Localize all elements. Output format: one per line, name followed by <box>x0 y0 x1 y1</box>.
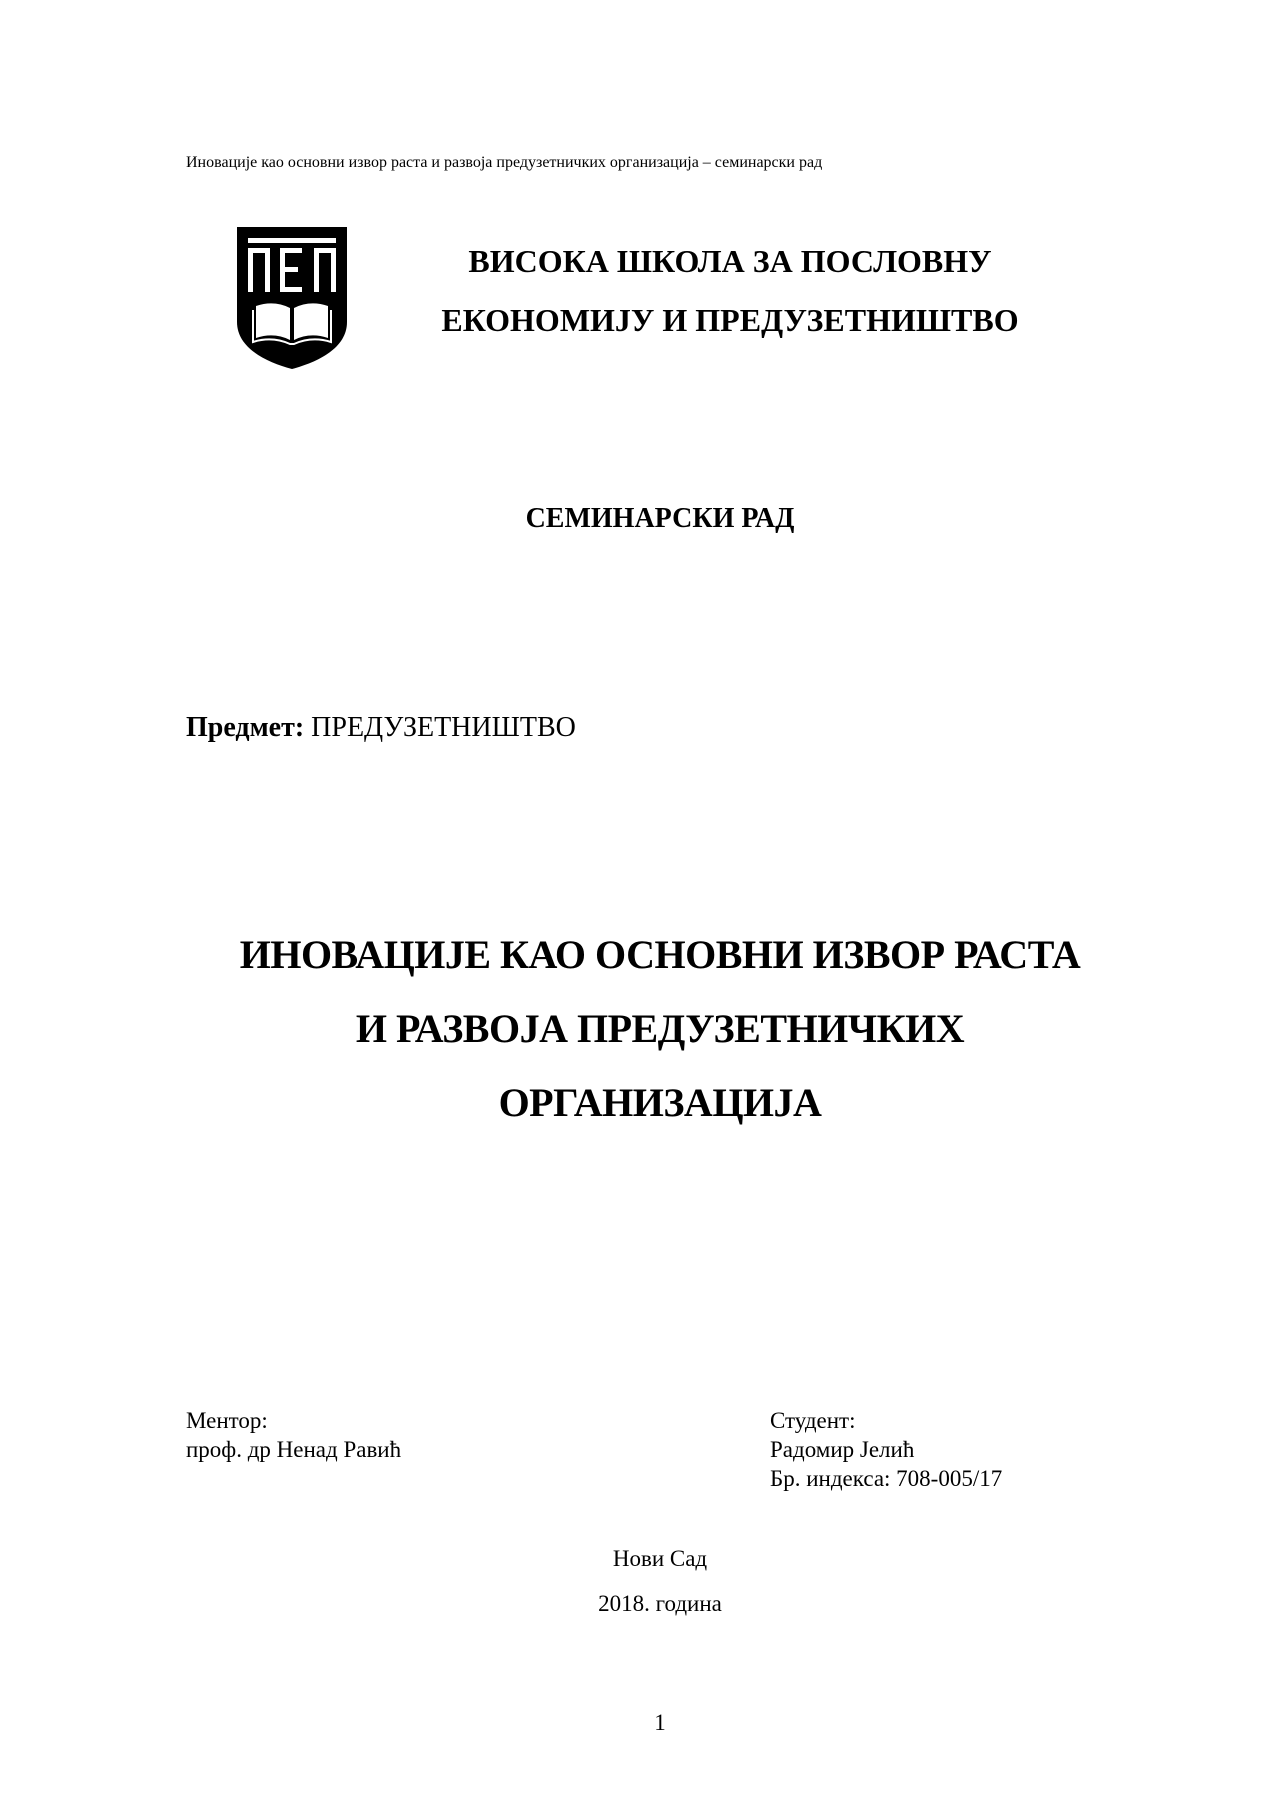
running-header: Иновације као основни извор раста и развоја предузетничких организација – семинарски рад <box>186 154 823 171</box>
document-type: СЕМИНАРСКИ РАД <box>525 503 795 534</box>
student-block <box>770 1406 1002 1493</box>
shield-icon <box>236 226 348 370</box>
institution-name-line-2: ЕКОНОМИЈУ И ПРЕДУЗЕТНИШТВО <box>441 302 1019 338</box>
subject-line <box>186 712 576 744</box>
mentor-name: проф. др Ненад Равић <box>186 1437 402 1462</box>
institution-name <box>400 232 1060 350</box>
subject-label: Предмет: <box>186 712 305 743</box>
mentor-label: Ментор: <box>186 1408 268 1433</box>
title-line-1: ИНОВАЦИЈЕ КАО ОСНОВНИ ИЗВОР РАСТА <box>239 932 1081 977</box>
title-line-3: ОРГАНИЗАЦИЈА <box>498 1080 822 1125</box>
institution-logo <box>236 226 348 370</box>
title-line-2: И РАЗВОЈА ПРЕДУЗЕТНИЧКИХ <box>355 1006 965 1051</box>
student-label: Студент: <box>770 1408 856 1433</box>
mentor-block <box>186 1406 401 1464</box>
document-title <box>150 918 1170 1140</box>
subject-value: ПРЕДУЗЕТНИШТВО <box>311 712 576 743</box>
year: 2018. година <box>598 1591 722 1616</box>
city: Нови Сад <box>612 1546 708 1571</box>
student-index: Бр. индекса: 708-005/17 <box>770 1466 1003 1491</box>
student-name: Радомир Јелић <box>770 1437 915 1462</box>
institution-name-line-1: ВИСОКА ШКОЛА ЗА ПОСЛОВНУ <box>468 243 992 279</box>
page-number: 1 <box>654 1710 666 1735</box>
